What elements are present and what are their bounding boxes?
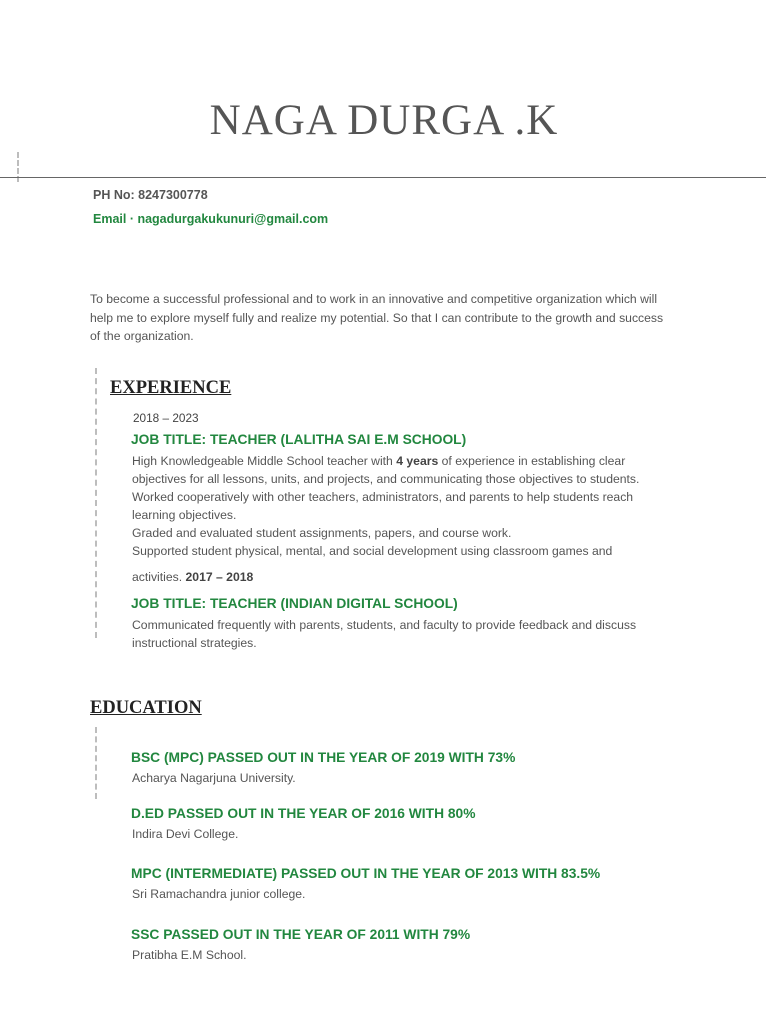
- resume-name: NAGA DURGA .K: [209, 97, 559, 144]
- email-address: Email · nagadurgakukunuri@gmail.com: [93, 212, 329, 226]
- job-description: Communicated frequently with parents, students, and faculty to provide feedback and discuss instructional strategies.: [132, 618, 637, 651]
- job-title: JOB TITLE: TEACHER (INDIAN DIGITAL SCHOOL): [131, 596, 458, 611]
- experience-heading: EXPERIENCE: [110, 378, 232, 398]
- education-title: SSC PASSED OUT IN THE YEAR OF 2011 WITH 79%: [131, 927, 471, 942]
- job-description: Graded and evaluated student assignments, papers, and course work.: [132, 526, 512, 540]
- education-title: D.ED PASSED OUT IN THE YEAR OF 2016 WITH 80%: [131, 806, 476, 821]
- education-heading: EDUCATION: [90, 698, 202, 718]
- job-title: JOB TITLE: TEACHER (LALITHA SAI E.M SCHOOL): [131, 432, 467, 447]
- objective-text: To become a successful professional and to work in an innovative and competitive organization which will help me to explore myself fully and realize my potential. So that I can contribute to the growth and success of the organization.: [90, 292, 664, 343]
- job-description: Worked cooperatively with other teachers, administrators, and parents to help students reach learning objectives.: [132, 490, 634, 523]
- education-institution: Indira Devi College.: [132, 827, 239, 841]
- education-institution: Sri Ramachandra junior college.: [132, 887, 306, 901]
- education-margin-marker: [95, 727, 97, 799]
- experience-margin-marker: [95, 368, 97, 638]
- job-dates: 2017 – 2018: [185, 570, 254, 584]
- phone-number: PH No: 8247300778: [93, 188, 208, 202]
- education-institution: Acharya Nagarjuna University.: [132, 771, 296, 785]
- job-dates: 2018 – 2023: [133, 411, 199, 425]
- job-description: activities. 2017 – 2018: [132, 570, 254, 584]
- job-description: Supported student physical, mental, and social development using classroom games and: [132, 544, 613, 558]
- header-divider: [0, 177, 766, 178]
- job-description: High Knowledgeable Middle School teacher with 4 years of experience in establishing clear objectives for all lessons, units, and projects, and communicating those objectives to students.: [132, 454, 640, 487]
- education-institution: Pratibha E.M School.: [132, 948, 247, 962]
- education-title: BSC (MPC) PASSED OUT IN THE YEAR OF 2019 WITH 73%: [131, 750, 516, 765]
- education-title: MPC (INTERMEDIATE) PASSED OUT IN THE YEAR OF 2013 WITH 83.5%: [131, 866, 601, 881]
